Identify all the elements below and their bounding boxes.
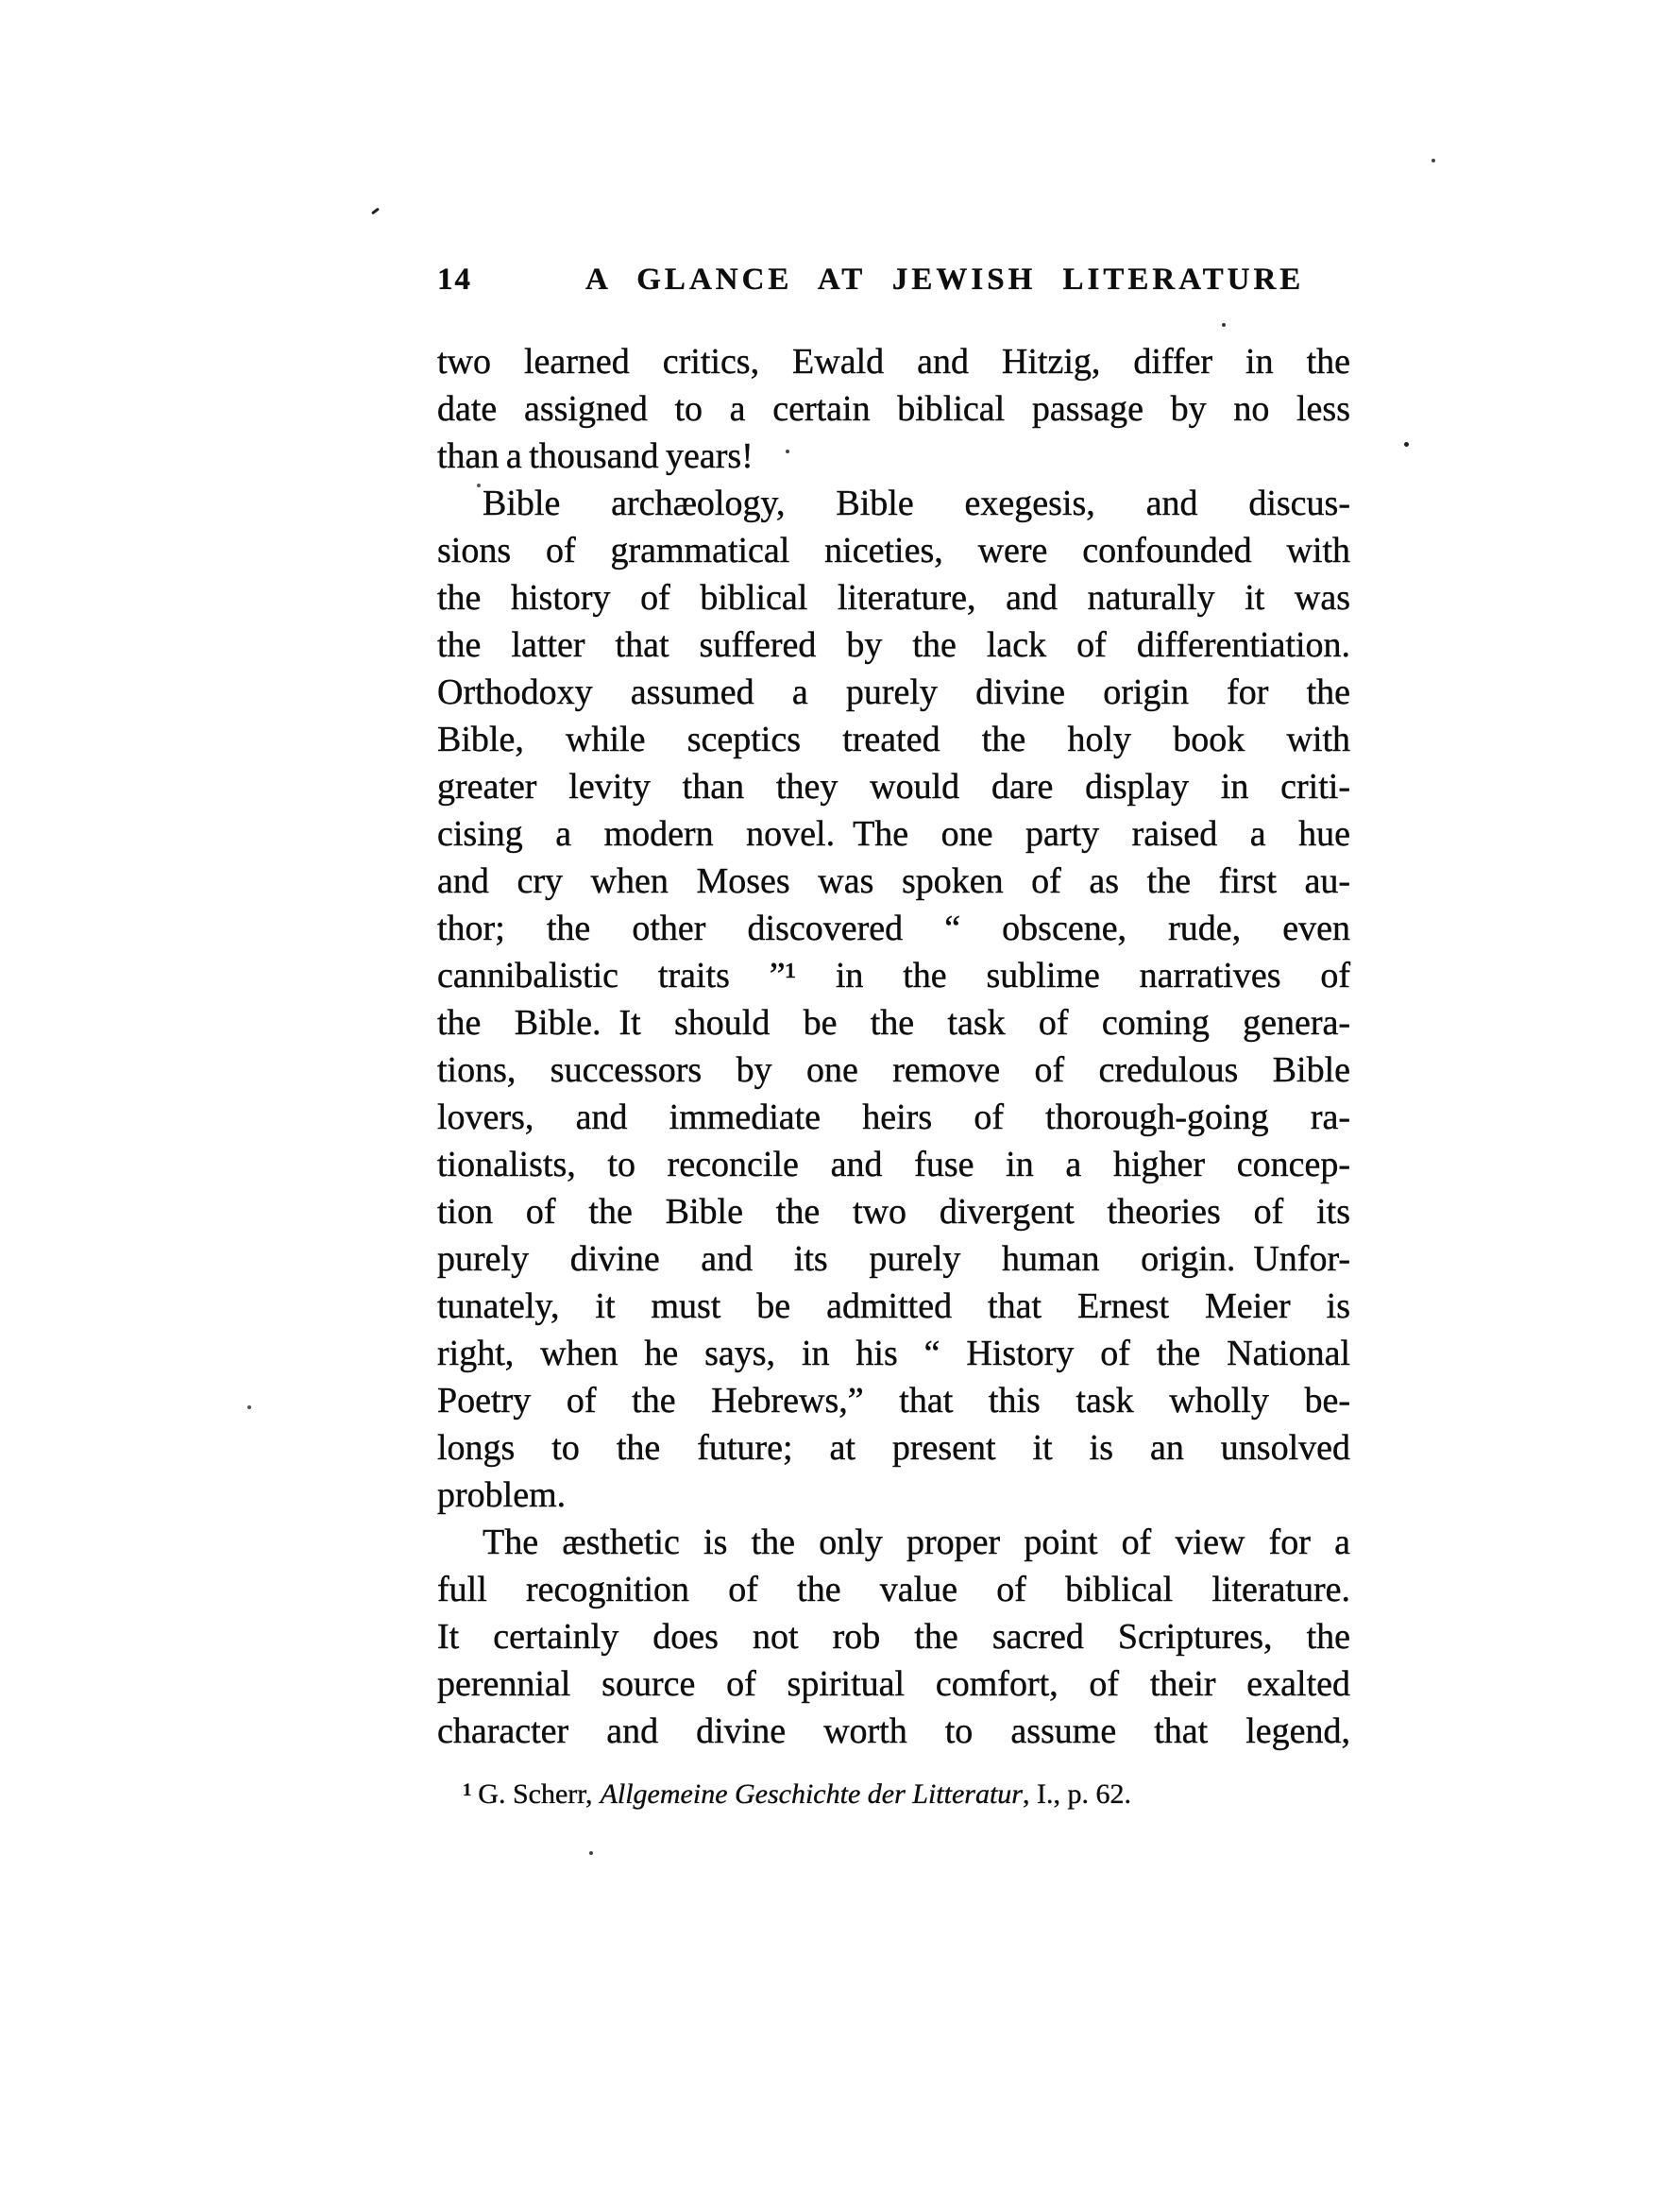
text-line: tunately, it must be admitted that Ernest Meier is bbox=[437, 1286, 1350, 1326]
text-line: tionalists, to reconcile and fuse in a higher concep- bbox=[437, 1145, 1350, 1184]
page-number: 14 bbox=[437, 263, 472, 297]
footnote-marker: 1 bbox=[463, 1780, 472, 1800]
text-line: tions, successors by one remove of credulous Bible bbox=[437, 1050, 1350, 1090]
scan-speck bbox=[247, 1405, 251, 1409]
text-line: two learned critics, Ewald and Hitzig, differ in the bbox=[437, 342, 1350, 382]
text-line: than a thousand years! bbox=[437, 436, 754, 476]
text-line: longs to the future; at present it is an unsolved bbox=[437, 1428, 1350, 1468]
text-line: purely divine and its purely human origin. Unfor- bbox=[437, 1239, 1350, 1279]
text-line: problem. bbox=[437, 1475, 567, 1515]
text-line: full recognition of the value of biblical literature. bbox=[437, 1570, 1350, 1609]
text-line: lovers, and immediate heirs of thorough-going ra- bbox=[437, 1097, 1350, 1137]
running-header bbox=[437, 261, 1350, 298]
text-line: thor; the other discovered “ obscene, rude, even bbox=[437, 909, 1350, 948]
text-line: and cry when Moses was spoken of as the first au- bbox=[437, 861, 1350, 901]
scan-speck bbox=[1431, 159, 1435, 162]
scan-speck bbox=[589, 1851, 593, 1855]
text-line: Bible, while sceptics treated the holy book with bbox=[437, 720, 1350, 759]
footnote bbox=[463, 1772, 1331, 1813]
body-text bbox=[437, 338, 1350, 1755]
text-line: the history of biblical literature, and naturally it was bbox=[437, 578, 1350, 618]
text-line: Orthodoxy assumed a purely divine origin for the bbox=[437, 672, 1350, 712]
text-line: Poetry of the Hebrews,” that this task wholly be- bbox=[437, 1381, 1350, 1421]
scan-speck bbox=[786, 450, 789, 453]
footnote-tail: , I., p. 62. bbox=[1022, 1778, 1131, 1810]
running-title: A GLANCE AT JEWISH LITERATURE bbox=[585, 263, 1305, 297]
text-line: The æsthetic is the only proper point of view for a bbox=[483, 1523, 1350, 1562]
scan-speck bbox=[371, 208, 380, 215]
text-line: cising a modern novel. The one party raised a hue bbox=[437, 814, 1350, 854]
text-line: greater levity than they would dare display in criti- bbox=[437, 767, 1350, 807]
scan-speck bbox=[477, 484, 481, 487]
footnote-work-title: Allgemeine Geschichte der Litteratur bbox=[600, 1778, 1023, 1810]
text-line: It certainly does not rob the sacred Scriptures, the bbox=[437, 1617, 1350, 1657]
text-line: the latter that suffered by the lack of differentiation. bbox=[437, 625, 1350, 665]
scan-speck bbox=[1404, 442, 1409, 447]
scan-speck bbox=[1222, 323, 1226, 327]
text-line: right, when he says, in his “ History of the National bbox=[437, 1334, 1350, 1373]
footnote-author: G. Scherr, bbox=[478, 1778, 593, 1810]
text-line: sions of grammatical niceties, were confounded with bbox=[437, 531, 1350, 570]
text-line: tion of the Bible the two divergent theories of its bbox=[437, 1192, 1350, 1232]
text-line: the Bible. It should be the task of coming genera- bbox=[437, 1003, 1350, 1043]
text-line: perennial source of spiritual comfort, of their exalted bbox=[437, 1664, 1350, 1704]
text-line: character and divine worth to assume that legend, bbox=[437, 1711, 1350, 1751]
text-line: date assigned to a certain biblical passage by no less bbox=[437, 389, 1350, 429]
text-line: cannibalistic traits ”¹ in the sublime narratives of bbox=[437, 956, 1350, 995]
text-line: Bible archæology, Bible exegesis, and discus- bbox=[483, 484, 1350, 523]
